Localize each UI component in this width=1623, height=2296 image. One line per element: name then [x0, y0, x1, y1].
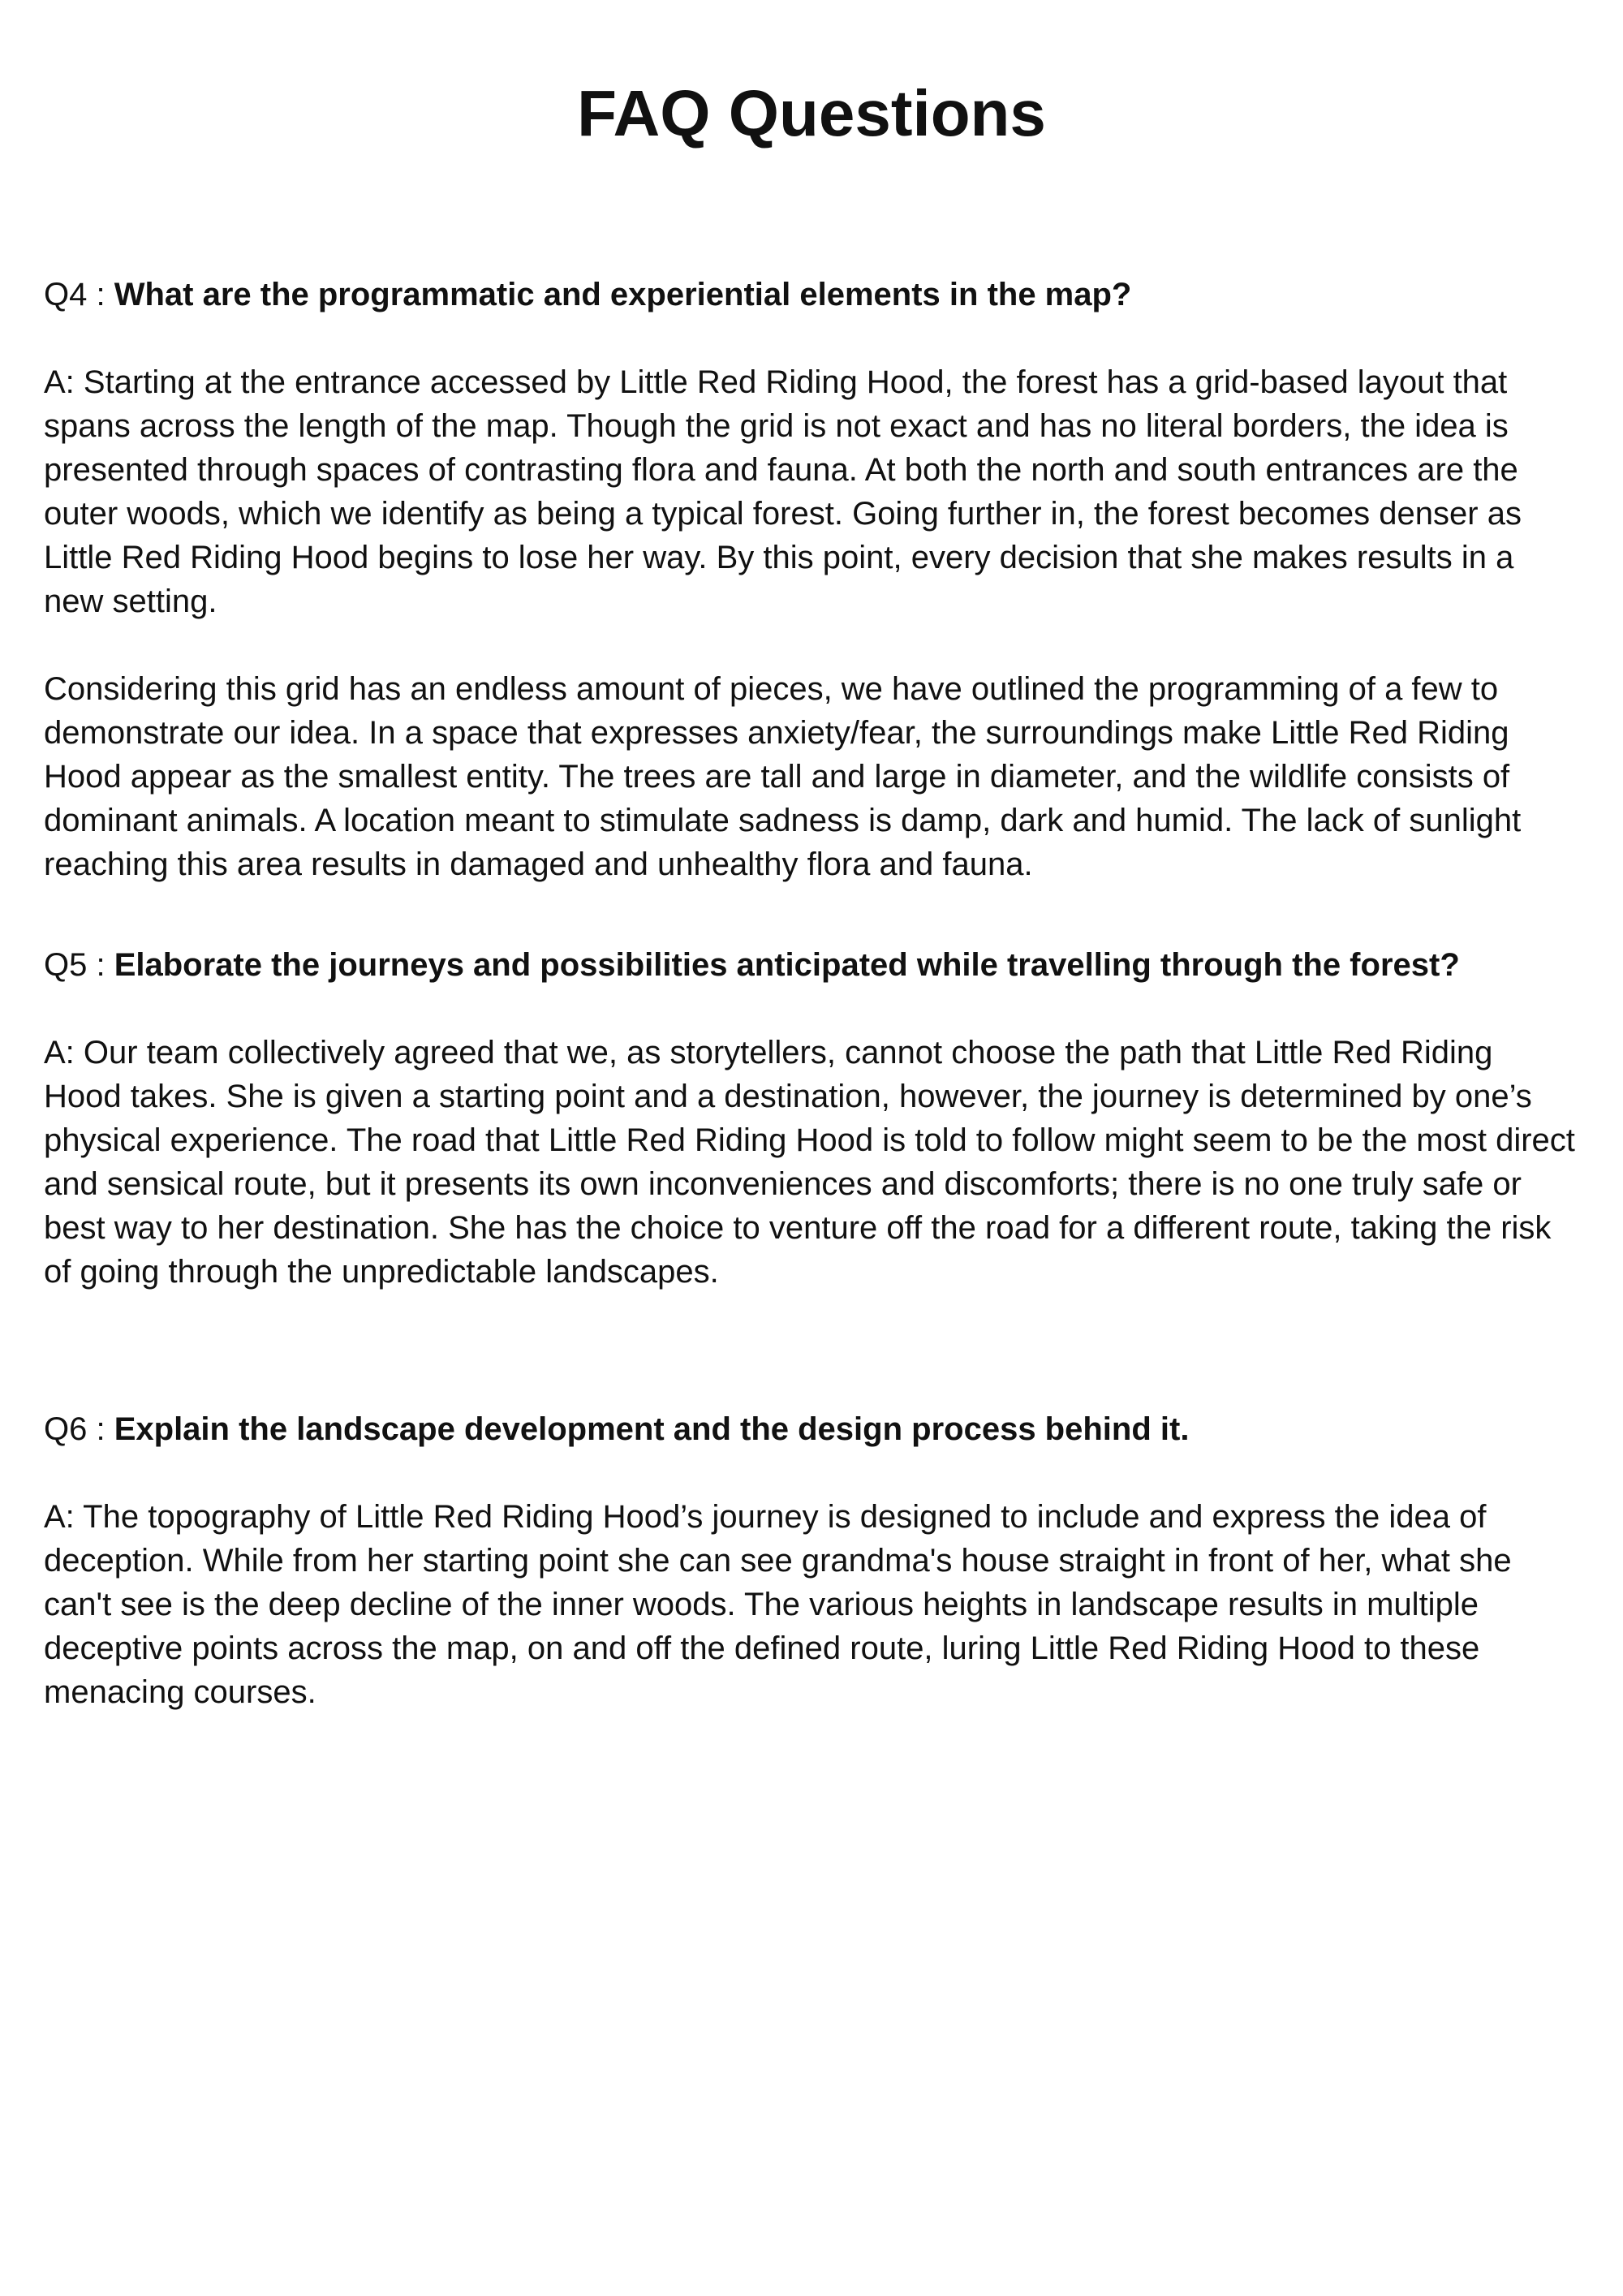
answer-paragraph: A: Starting at the entrance accessed by Little Red Riding Hood, the forest has a grid-based layout that spans across the length of the map. Though the grid is not exact and has no literal borders, the idea is presented through spaces of contrasting flora and fauna. At both the north and south entrances are the outer woods, which we identify as being a typical forest. Going further in, the forest becomes denser as Little Red Riding Hood begins to lose her way. By this point, every decision that she makes results in a new setting. [44, 364, 1522, 619]
answer-paragraph: A: The topography of Little Red Riding Hood’s journey is designed to include and express the idea of deception. While from her starting point she can see grandma's house straight in front of her, what she can't see is the deep decline of the inner woods. The various heights in landscape results in multiple deceptive points across the map, on and off the defined route, luring Little Red Riding Hood to these menacing courses. [44, 1499, 1512, 1710]
answer-paragraph: Considering this grid has an endless amount of pieces, we have outlined the programming of a few to demonstrate our idea. In a space that expresses anxiety/fear, the surroundings make Little Red Riding Hood appear as the smallest entity. The trees are tall and large in diameter, and the wildlife consists of dominant animals. A location meant to stimulate sadness is damp, dark and humid. The lack of sunlight reaching this area results in damaged and unhealthy flora and fauna. [44, 671, 1522, 882]
answer-paragraph: A: Our team collectively agreed that we, as storytellers, cannot choose the path that Little Red Riding Hood takes. She is given a starting point and a destination, however, the journey is determined by one’s physical experience. The road that Little Red Riding Hood is told to follow might seem to be the most direct and sensical route, but it presents its own inconveniences and discomforts; there is no one truly safe or best way to her destination. She has the choice to venture off the road for a different route, taking the risk of going through the unpredictable landscapes. [44, 1035, 1575, 1290]
question-text: What are the programmatic and experiential elements in the map? [114, 277, 1132, 312]
question-q4 [44, 273, 1579, 317]
faq-content [44, 273, 1579, 1714]
question-q6 [44, 1407, 1579, 1451]
faq-item-q5 [44, 943, 1579, 1294]
page-title: FAQ Questions [577, 77, 1046, 149]
question-text: Explain the landscape development and the design process behind it. [114, 1411, 1190, 1447]
question-text: Elaborate the journeys and possibilities anticipated while travelling through the forest? [114, 947, 1460, 983]
faq-item-q4 [44, 273, 1579, 886]
faq-item-q6 [44, 1407, 1579, 1714]
question-label: Q5 : [44, 947, 114, 983]
question-label: Q4 : [44, 277, 114, 312]
question-q5 [44, 943, 1579, 987]
question-label: Q6 : [44, 1411, 114, 1447]
